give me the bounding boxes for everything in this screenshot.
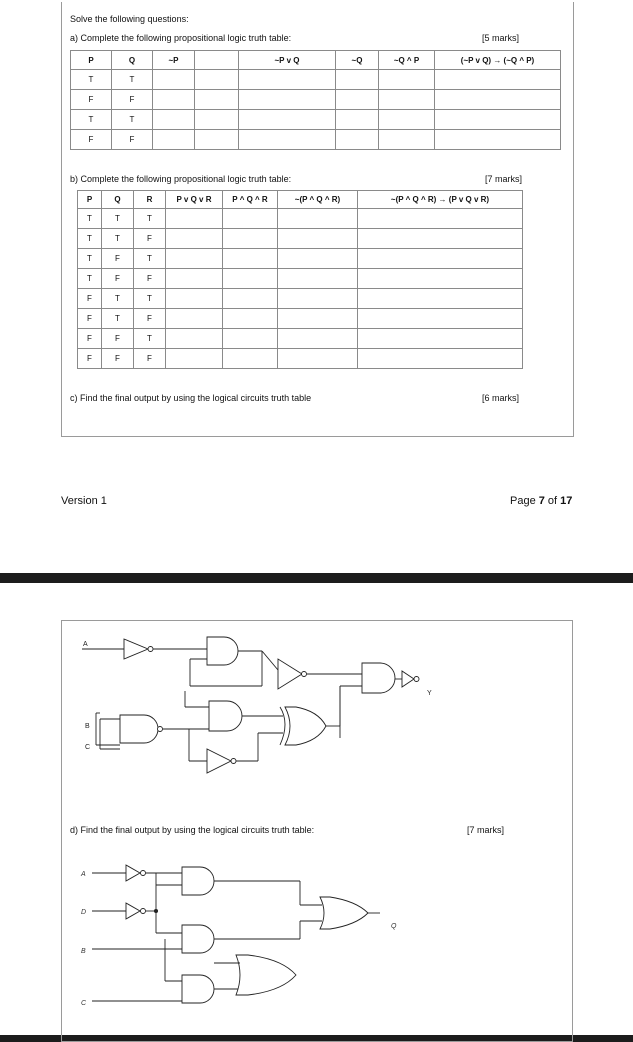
answer-cell[interactable] (379, 70, 435, 90)
answer-cell[interactable] (278, 229, 358, 249)
cell: T (102, 289, 134, 309)
answer-cell[interactable] (435, 70, 561, 90)
answer-cell[interactable] (358, 269, 523, 289)
answer-cell[interactable] (358, 289, 523, 309)
cell: F (134, 269, 166, 289)
answer-cell[interactable] (153, 70, 195, 90)
answer-cell[interactable] (153, 110, 195, 130)
cell: F (78, 309, 102, 329)
circuit1-label-c: C (85, 744, 91, 751)
answer-cell[interactable] (223, 349, 278, 369)
question-b-marks: [7 marks] (485, 174, 523, 184)
table-row (71, 110, 561, 130)
header-cell: Q (102, 191, 134, 209)
answer-cell[interactable] (278, 289, 358, 309)
answer-cell[interactable] (379, 130, 435, 150)
page-total: 17 (560, 495, 573, 507)
answer-cell[interactable] (358, 229, 523, 249)
cell: F (102, 269, 134, 289)
answer-cell[interactable] (278, 249, 358, 269)
cell: F (134, 309, 166, 329)
answer-cell[interactable] (223, 309, 278, 329)
answer-cell[interactable] (358, 309, 523, 329)
cell: F (134, 349, 166, 369)
answer-cell[interactable] (223, 329, 278, 349)
answer-cell[interactable] (223, 229, 278, 249)
page-number (510, 495, 572, 507)
cell: F (78, 289, 102, 309)
header-cell: ~Q ^ P (379, 51, 435, 70)
cell: F (71, 90, 112, 110)
cell: T (112, 70, 153, 90)
answer-cell[interactable] (166, 329, 223, 349)
cell: F (112, 130, 153, 150)
table-row (78, 229, 523, 249)
answer-cell[interactable] (278, 349, 358, 369)
page-of: of (544, 495, 561, 507)
question-d-marks: [7 marks] (467, 825, 505, 835)
cell: T (71, 110, 112, 130)
answer-cell[interactable] (336, 70, 379, 90)
answer-cell[interactable] (358, 209, 523, 229)
cell: T (102, 309, 134, 329)
cell: T (102, 229, 134, 249)
answer-cell[interactable] (435, 110, 561, 130)
answer-cell[interactable] (358, 349, 523, 369)
table-row (78, 209, 523, 229)
question-a-marks: [5 marks] (482, 33, 520, 43)
cell: T (112, 110, 153, 130)
answer-cell[interactable] (239, 110, 336, 130)
cell: T (134, 209, 166, 229)
answer-cell[interactable] (166, 269, 223, 289)
page-current: 7 (538, 495, 545, 507)
cell: F (102, 349, 134, 369)
answer-cell[interactable] (278, 329, 358, 349)
cell: T (78, 229, 102, 249)
table-row (71, 70, 561, 90)
cell: F (102, 329, 134, 349)
header-cell: (~P v Q) → (~Q ^ P) (435, 51, 561, 70)
cell: T (134, 249, 166, 269)
table-row (78, 349, 523, 369)
answer-cell[interactable] (278, 209, 358, 229)
cell: T (71, 70, 112, 90)
answer-cell[interactable] (223, 209, 278, 229)
cell: F (112, 90, 153, 110)
cell: F (134, 229, 166, 249)
cell: T (78, 249, 102, 269)
answer-cell[interactable] (166, 309, 223, 329)
header-cell (195, 51, 239, 70)
answer-cell[interactable] (195, 90, 239, 110)
answer-cell[interactable] (278, 309, 358, 329)
answer-cell[interactable] (435, 90, 561, 110)
header-cell: R (134, 191, 166, 209)
answer-cell[interactable] (239, 130, 336, 150)
answer-cell[interactable] (358, 249, 523, 269)
header-cell: P v Q v R (166, 191, 223, 209)
question-c-marks: [6 marks] (482, 393, 520, 403)
answer-cell[interactable] (166, 289, 223, 309)
circuit2-label-d: D (81, 909, 87, 916)
circuit1-label-b: B (85, 723, 90, 730)
cell: F (78, 329, 102, 349)
table-row (78, 289, 523, 309)
answer-cell[interactable] (223, 289, 278, 309)
cell: T (78, 209, 102, 229)
version-label: Version 1 (61, 495, 107, 507)
circuit2-label-b: B (81, 948, 86, 955)
header-cell: P (78, 191, 102, 209)
answer-cell[interactable] (239, 90, 336, 110)
header-cell: P ^ Q ^ R (223, 191, 278, 209)
answer-cell[interactable] (358, 329, 523, 349)
answer-cell[interactable] (153, 90, 195, 110)
cell: T (134, 289, 166, 309)
page-bottom (0, 583, 633, 1035)
circuit2-label-c: C (81, 1000, 87, 1007)
cell: T (78, 269, 102, 289)
answer-cell[interactable] (166, 249, 223, 269)
logic-circuit-2 (0, 835, 633, 1035)
answer-cell[interactable] (278, 269, 358, 289)
circuit1-label-y: Y (427, 690, 432, 697)
table-row (71, 90, 561, 110)
table-row (78, 309, 523, 329)
answer-cell[interactable] (195, 70, 239, 90)
circuit2-label-a: A (81, 871, 86, 878)
question-d-prompt: d) Find the final output by using the logical circuits truth table: (70, 825, 315, 835)
header-cell: ~P v Q (239, 51, 336, 70)
answer-cell[interactable] (195, 130, 239, 150)
table-row (78, 249, 523, 269)
answer-cell[interactable] (379, 110, 435, 130)
circuit1-label-a: A (83, 641, 88, 648)
answer-cell[interactable] (166, 229, 223, 249)
header-cell: ~P (153, 51, 195, 70)
answer-cell[interactable] (239, 70, 336, 90)
cell: F (102, 249, 134, 269)
answer-cell[interactable] (166, 209, 223, 229)
question-b-prompt: b) Complete the following propositional logic truth table: (70, 174, 292, 184)
answer-cell[interactable] (379, 90, 435, 110)
answer-cell[interactable] (336, 130, 379, 150)
instruction-text: Solve the following questions: (70, 14, 189, 24)
header-cell: ~(P ^ Q ^ R) → (P v Q v R) (358, 191, 523, 209)
table-row (78, 269, 523, 289)
logic-circuit-1 (0, 583, 633, 803)
answer-cell[interactable] (166, 349, 223, 369)
header-cell: Q (112, 51, 153, 70)
question-c-prompt: c) Find the final output by using the logical circuits truth table (70, 393, 312, 403)
truth-table-a (70, 50, 561, 150)
table-row (71, 130, 561, 150)
truth-table-b (77, 190, 523, 369)
cell: T (102, 209, 134, 229)
answer-cell[interactable] (336, 110, 379, 130)
cell: F (71, 130, 112, 150)
header-cell: ~Q (336, 51, 379, 70)
answer-cell[interactable] (195, 110, 239, 130)
question-a-prompt: a) Complete the following propositional logic truth table: (70, 33, 292, 43)
cell: F (78, 349, 102, 369)
answer-cell[interactable] (223, 269, 278, 289)
circuit2-label-q: Q (391, 923, 397, 930)
header-cell: ~(P ^ Q ^ R) (278, 191, 358, 209)
table-row (78, 329, 523, 349)
answer-cell[interactable] (336, 90, 379, 110)
page-prefix: Page (510, 495, 539, 507)
answer-cell[interactable] (435, 130, 561, 150)
cell: T (134, 329, 166, 349)
answer-cell[interactable] (223, 249, 278, 269)
header-cell: P (71, 51, 112, 70)
answer-cell[interactable] (153, 130, 195, 150)
